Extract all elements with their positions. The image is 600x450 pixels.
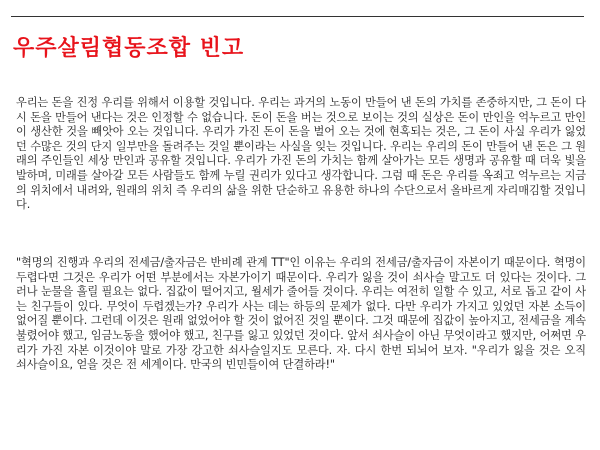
paragraph-revolution: "혁명의 진행과 우리의 전세금/출자금은 반비례 관계 TT"인 이유는 우리의 전세금/출자금이 자본이기 때문이다. 혁명이 두렵다면 그것은 우리가 어떤 부분에서는 자본가이기 때문이다. 우리가 잃을 것이 쇠사슬 말고도 더 있다는 것이다. 그러나 눈물을 흘릴 필요는 없다. 집값이 떨어지고, 월세가 줄어들 것이다. 우리는 여전히 일할 수 있고, 서로 돕고 같이 사는 친구들이 있다. 무엇이 두렵겠는가? 우리가 사는 데는 하등의 문제가 없다. 다만 우리가 가지고 있었던 자본 소득이 없어질 뿐이다. 그런데 이것은 원래 없었어야 할 것이 없어진 것일 뿐이다. 그것 때문에 집값이 높아지고, 전세금을 계속 불렸어야 했고, 임금노동을 했어야 했고, 친구를 잃고 있었던 것이다. 앞서 쇠사슬이 아닌 무엇이라고 했지만, 어쩌면 우리가 가진 자본 이것이야 말로 가장 강고한 쇠사슬일지도 모른다. 자. 다시 한번 되뇌어 보자. "우리가 잃을 것은 오직 쇠사슬이요, 얻을 것은 전 세계이다. 만국의 빈민들이여 단결하라!" bbox=[16, 256, 586, 372]
header-divider bbox=[11, 16, 584, 17]
page-title: 우주살림협동조합 빈고 bbox=[13, 36, 245, 61]
paragraph-mission: 우리는 돈을 진정 우리를 위해서 이용할 것입니다. 우리는 과거의 노동이 만들어 낸 돈의 가치를 존중하지만, 그 돈이 다시 돈을 만들어 낸다는 것은 인정할 수 없습니다. 돈이 돈을 버는 것으로 보이는 것의 실상은 돈이 만인을 억누르고 만인이 생산한 것을 빼앗아 오는 것입니다. 우리가 가진 돈이 돈을 벌어 오는 것에 현혹되는 것은, 그 돈이 사실 우리가 잃었던 수많은 것의 단지 일부만을 돌려주는 것일 뿐이라는 사실을 잊는 것입니다. 우리는 우리의 돈이 만들어 낸 돈은 그 원래의 주인들인 세상 만인과 공유할 것입니다. 우리가 가진 돈의 가치는 함께 살아가는 모든 생명과 공유할 때 더욱 빛을 발하며, 미래를 살아갈 모든 사람들도 함께 누릴 권리가 있다고 생각합니다. 그럼 때 돈은 우리를 옥죄고 억누르는 지금의 위치에서 내려와, 원래의 위치 즉 우리의 삶을 위한 단순하고 유용한 하나의 수단으로서 올바르게 자리매김할 것입니다. bbox=[16, 96, 586, 212]
